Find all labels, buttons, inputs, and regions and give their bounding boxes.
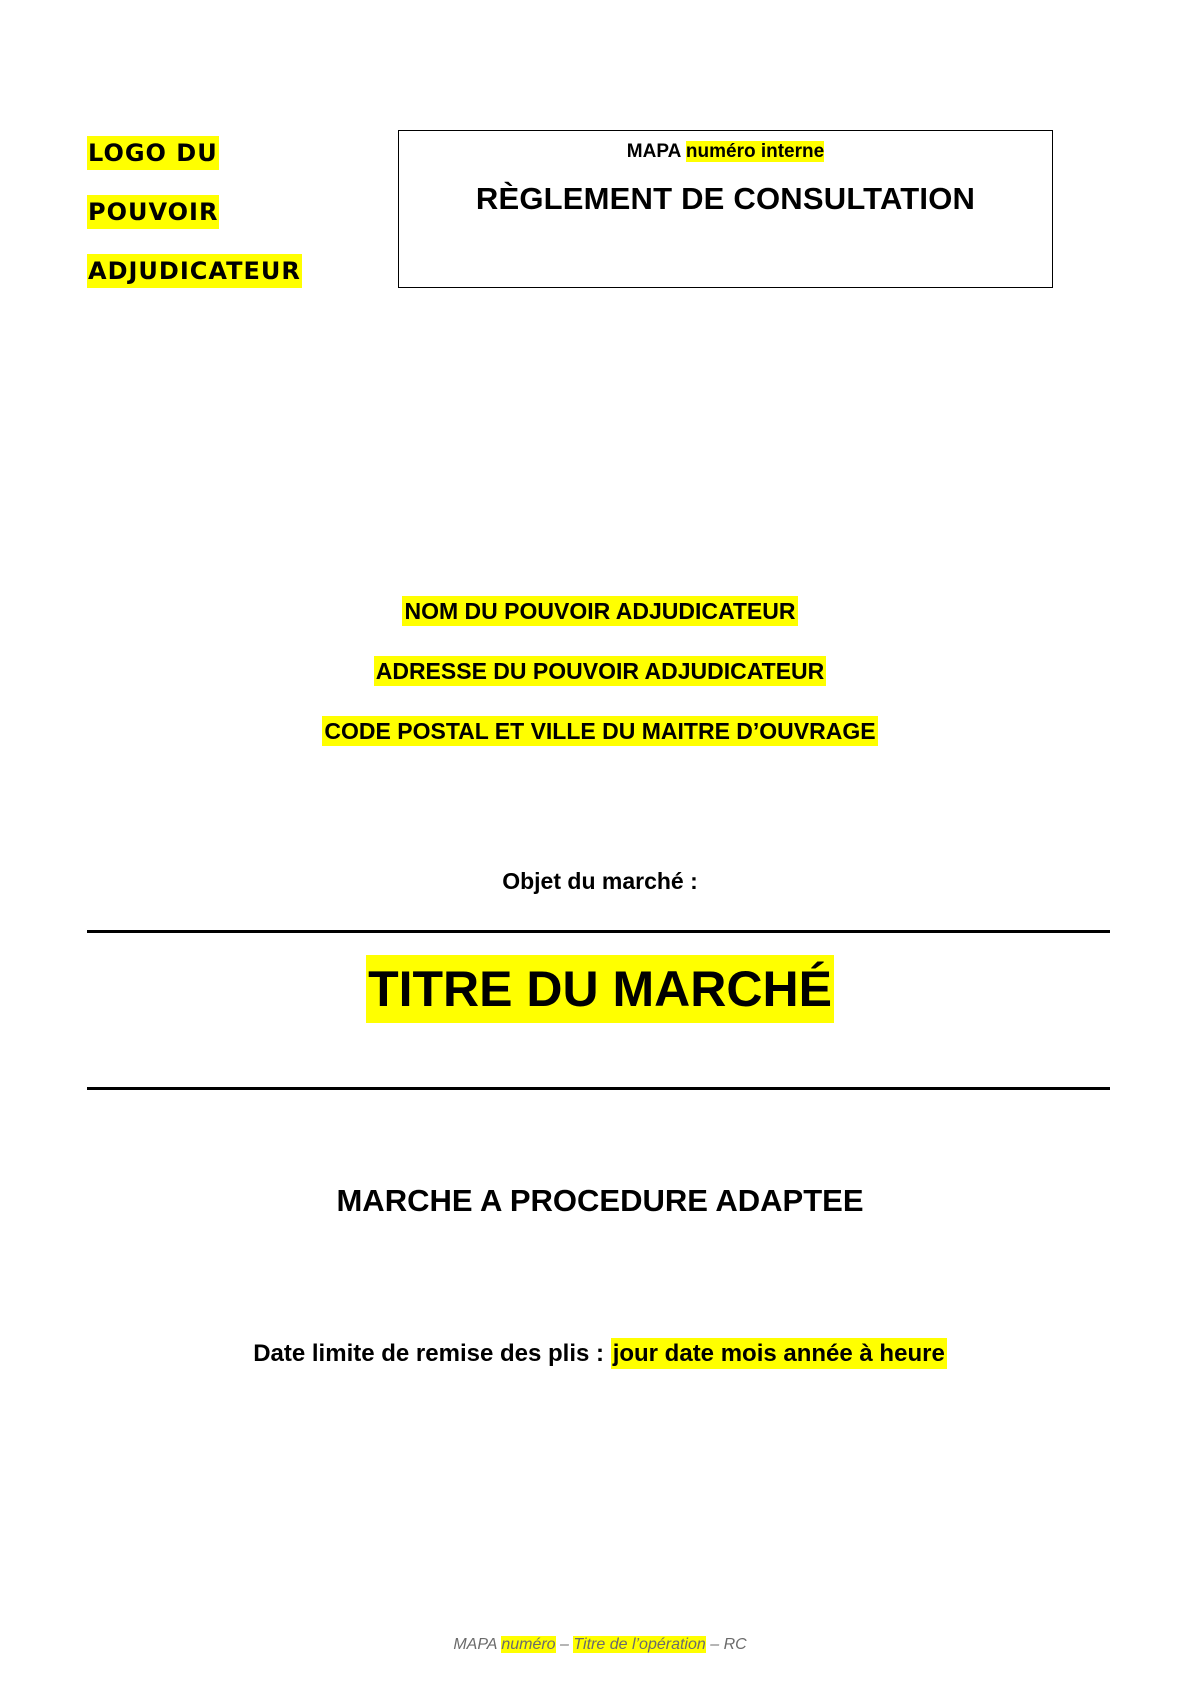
page-footer — [0, 1636, 1200, 1654]
footer-separator: – — [560, 1636, 569, 1653]
mapa-number: numéro interne — [685, 141, 825, 162]
buyer-name-line — [0, 598, 1200, 625]
buyer-city: CODE POSTAL ET VILLE DU MAITRE D’OUVRAGE — [324, 718, 876, 744]
logo-line-1: LOGO DU — [87, 136, 219, 170]
footer-number: numéro — [501, 1636, 556, 1653]
logo-line-3: ADJUDICATEUR — [87, 254, 302, 288]
deadline-line — [0, 1340, 1200, 1368]
deadline-value: jour date mois année à heure — [612, 1340, 945, 1367]
logo-placeholder — [87, 124, 302, 301]
mapa-reference — [399, 141, 1052, 163]
buyer-address: ADRESSE DU POUVOIR ADJUDICATEUR — [375, 658, 825, 684]
buyer-address-line — [0, 658, 1200, 685]
contract-title-line — [0, 960, 1200, 1018]
footer-suffix: – RC — [710, 1636, 747, 1653]
object-label: Objet du marché : — [502, 868, 698, 894]
buyer-name: NOM DU POUVOIR ADJUDICATEUR — [404, 598, 796, 624]
footer-operation: Titre de l’opération — [573, 1636, 706, 1653]
divider-top — [87, 930, 1110, 933]
mapa-prefix: MAPA — [626, 141, 681, 162]
title-box — [398, 130, 1053, 288]
deadline-label: Date limite de remise des plis : — [253, 1340, 605, 1367]
footer-prefix: MAPA — [453, 1636, 497, 1653]
document-title: RÈGLEMENT DE CONSULTATION — [475, 181, 976, 216]
divider-bottom — [87, 1087, 1110, 1090]
contract-title: TITRE DU MARCHÉ — [366, 955, 834, 1023]
procedure-type: MARCHE A PROCEDURE ADAPTEE — [336, 1183, 864, 1218]
buyer-city-line — [0, 718, 1200, 745]
logo-line-2: POUVOIR — [87, 195, 219, 229]
